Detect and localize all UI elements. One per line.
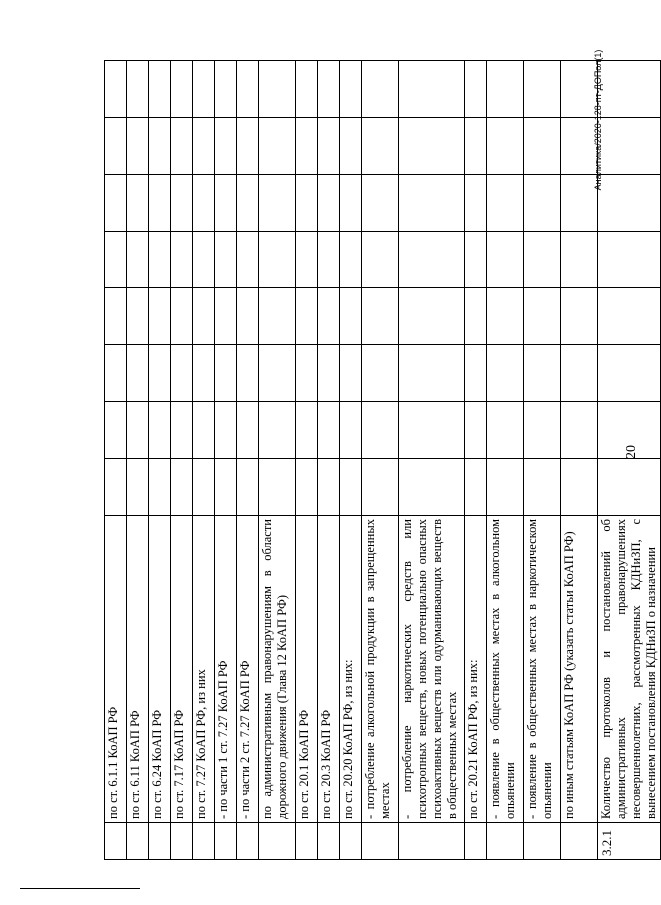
data-cell	[215, 117, 237, 174]
table-row	[598, 61, 661, 860]
data-cell	[193, 459, 215, 516]
data-cell	[598, 174, 661, 231]
data-cell	[340, 231, 362, 288]
data-cell	[598, 117, 661, 174]
row-number	[149, 823, 171, 860]
data-cell	[215, 402, 237, 459]
data-cell	[318, 61, 340, 118]
row-label: по иным статьям КоАП РФ (указать статьи КоАП РФ)	[561, 516, 598, 823]
data-cell	[399, 174, 465, 231]
table-row	[215, 61, 237, 860]
data-cell	[127, 345, 149, 402]
data-cell	[259, 345, 296, 402]
data-cell	[524, 459, 561, 516]
data-cell	[362, 402, 399, 459]
data-cell	[127, 288, 149, 345]
row-label: по ст. 20.20 КоАП РФ, из них:	[340, 516, 362, 823]
data-cell	[465, 288, 487, 345]
data-cell	[193, 402, 215, 459]
data-cell	[149, 345, 171, 402]
data-cell	[105, 61, 127, 118]
data-cell	[296, 402, 318, 459]
data-cell	[340, 117, 362, 174]
row-label: по ст. 20.3 КоАП РФ	[318, 516, 340, 823]
data-cell	[296, 231, 318, 288]
row-number	[561, 823, 598, 860]
data-cell	[598, 345, 661, 402]
data-cell	[340, 459, 362, 516]
data-cell	[487, 345, 524, 402]
data-cell	[399, 117, 465, 174]
data-cell	[149, 288, 171, 345]
data-cell	[318, 288, 340, 345]
data-cell	[259, 459, 296, 516]
row-label: по ст. 20.1 КоАП РФ	[296, 516, 318, 823]
data-cell	[318, 174, 340, 231]
row-label: - потребление наркотических средств или психотропных веществ, новых потенциально опасных психоактивных веществ или одурманивающих веществ в общественных местах	[399, 516, 465, 823]
data-cell	[296, 61, 318, 118]
data-cell	[215, 61, 237, 118]
data-cell	[215, 459, 237, 516]
data-cell	[127, 402, 149, 459]
table-row	[127, 61, 149, 860]
data-cell	[487, 174, 524, 231]
data-cell	[237, 402, 259, 459]
data-cell	[127, 231, 149, 288]
row-label: по ст. 7.27 КоАП РФ, из них	[193, 516, 215, 823]
data-cell	[524, 174, 561, 231]
row-label: по ст. 20.21 КоАП РФ, из них:	[465, 516, 487, 823]
row-number	[259, 823, 296, 860]
data-cell	[561, 61, 598, 118]
data-cell	[524, 402, 561, 459]
data-cell	[487, 61, 524, 118]
data-cell	[465, 174, 487, 231]
data-cell	[561, 402, 598, 459]
row-number	[487, 823, 524, 860]
data-cell	[193, 117, 215, 174]
data-cell	[149, 459, 171, 516]
data-cell	[193, 345, 215, 402]
data-cell	[259, 288, 296, 345]
data-cell	[171, 117, 193, 174]
data-cell	[561, 459, 598, 516]
data-cell	[149, 117, 171, 174]
data-cell	[362, 459, 399, 516]
data-cell	[105, 231, 127, 288]
data-cell	[259, 174, 296, 231]
data-cell	[598, 61, 661, 118]
data-cell	[171, 174, 193, 231]
data-cell	[524, 345, 561, 402]
offenses-table	[104, 60, 661, 860]
data-cell	[598, 459, 661, 516]
data-cell	[318, 231, 340, 288]
data-cell	[487, 288, 524, 345]
row-number	[318, 823, 340, 860]
row-label: по ст. 6.24 КоАП РФ	[149, 516, 171, 823]
data-cell	[105, 288, 127, 345]
row-number	[127, 823, 149, 860]
row-number	[105, 823, 127, 860]
data-cell	[215, 288, 237, 345]
data-cell	[296, 117, 318, 174]
data-cell	[561, 345, 598, 402]
data-cell	[171, 288, 193, 345]
data-cell	[561, 174, 598, 231]
data-cell	[105, 117, 127, 174]
data-cell	[318, 117, 340, 174]
row-number	[171, 823, 193, 860]
row-number	[465, 823, 487, 860]
data-cell	[362, 288, 399, 345]
data-cell	[465, 61, 487, 118]
data-cell	[259, 61, 296, 118]
table-row	[171, 61, 193, 860]
data-cell	[487, 231, 524, 288]
table-row	[149, 61, 171, 860]
data-cell	[259, 117, 296, 174]
data-cell	[340, 174, 362, 231]
data-cell	[127, 61, 149, 118]
data-cell	[237, 61, 259, 118]
data-cell	[561, 117, 598, 174]
data-cell	[171, 231, 193, 288]
data-cell	[215, 345, 237, 402]
row-number	[340, 823, 362, 860]
data-cell	[193, 61, 215, 118]
data-cell	[318, 459, 340, 516]
table-row	[362, 61, 399, 860]
data-cell	[487, 459, 524, 516]
data-cell	[237, 117, 259, 174]
data-cell	[127, 174, 149, 231]
row-number	[193, 823, 215, 860]
data-cell	[127, 117, 149, 174]
footer-line	[20, 888, 140, 889]
data-cell	[149, 61, 171, 118]
row-number	[362, 823, 399, 860]
data-cell	[524, 231, 561, 288]
data-cell	[105, 459, 127, 516]
table-row	[340, 61, 362, 860]
table-row	[524, 61, 561, 860]
data-cell	[362, 117, 399, 174]
data-cell	[340, 288, 362, 345]
data-cell	[296, 174, 318, 231]
row-label: по ст. 6.1.1 КоАП РФ	[105, 516, 127, 823]
data-cell	[237, 459, 259, 516]
data-cell	[193, 288, 215, 345]
row-number	[399, 823, 465, 860]
data-cell	[193, 231, 215, 288]
row-label: по ст. 7.17 КоАП РФ	[171, 516, 193, 823]
data-cell	[215, 174, 237, 231]
data-cell	[465, 231, 487, 288]
data-cell	[465, 459, 487, 516]
row-label: - по части 1 ст. 7.27 КоАП РФ	[215, 516, 237, 823]
data-cell	[598, 231, 661, 288]
row-label: по ст. 6.11 КоАП РФ	[127, 516, 149, 823]
table-row	[399, 61, 465, 860]
row-label: - появление в общественных местах в алкогольном опьянении	[487, 516, 524, 823]
row-label: - потребление алкогольной продукции в запрещенных местах	[362, 516, 399, 823]
data-cell	[171, 459, 193, 516]
data-cell	[465, 117, 487, 174]
data-cell	[362, 345, 399, 402]
data-cell	[237, 288, 259, 345]
table-row	[487, 61, 524, 860]
data-cell	[465, 345, 487, 402]
data-cell	[237, 174, 259, 231]
table-row	[105, 61, 127, 860]
row-label: по административным правонарушениям в области дорожного движения (Глава 12 КоАП РФ)	[259, 516, 296, 823]
data-cell	[171, 345, 193, 402]
data-cell	[399, 288, 465, 345]
row-number	[237, 823, 259, 860]
data-cell	[259, 231, 296, 288]
data-cell	[171, 402, 193, 459]
data-cell	[487, 117, 524, 174]
document-code: Аналитика/2020-128-пт-ДОПол(1)	[593, 49, 603, 191]
data-cell	[524, 117, 561, 174]
data-cell	[399, 61, 465, 118]
data-cell	[149, 402, 171, 459]
data-cell	[399, 231, 465, 288]
data-cell	[259, 402, 296, 459]
data-cell	[105, 174, 127, 231]
data-cell	[237, 345, 259, 402]
data-cell	[524, 288, 561, 345]
data-cell	[340, 402, 362, 459]
row-label: - появление в общественных местах в наркотическом опьянении	[524, 516, 561, 823]
data-cell	[465, 402, 487, 459]
data-cell	[193, 174, 215, 231]
row-number: 3.2.1	[598, 823, 661, 860]
table-row	[237, 61, 259, 860]
data-cell	[237, 231, 259, 288]
data-cell	[340, 61, 362, 118]
table-row	[465, 61, 487, 860]
row-number	[296, 823, 318, 860]
data-cell	[127, 459, 149, 516]
data-cell	[524, 61, 561, 118]
table-row	[561, 61, 598, 860]
data-cell	[318, 345, 340, 402]
data-cell	[598, 288, 661, 345]
data-cell	[296, 459, 318, 516]
data-cell	[399, 345, 465, 402]
data-cell	[399, 402, 465, 459]
data-cell	[399, 459, 465, 516]
data-cell	[362, 61, 399, 118]
data-cell	[296, 288, 318, 345]
data-cell	[105, 402, 127, 459]
table-row	[193, 61, 215, 860]
table-row	[259, 61, 296, 860]
data-cell	[296, 345, 318, 402]
data-cell	[561, 288, 598, 345]
table-row	[318, 61, 340, 860]
data-cell	[149, 174, 171, 231]
data-cell	[362, 174, 399, 231]
data-cell	[105, 345, 127, 402]
table-row	[296, 61, 318, 860]
row-label: Количество протоколов и постановлений об административных правонарушениях несовершеннолетних, рассмотренных КДНиЗП, с вынесением постановления КДНиЗП о назначении	[598, 516, 661, 823]
data-cell	[149, 231, 171, 288]
row-label: - по части 2 ст. 7.27 КоАП РФ	[237, 516, 259, 823]
data-cell	[561, 231, 598, 288]
row-number	[524, 823, 561, 860]
row-number	[215, 823, 237, 860]
data-cell	[318, 402, 340, 459]
data-cell	[598, 402, 661, 459]
data-cell	[171, 61, 193, 118]
data-cell	[362, 231, 399, 288]
data-cell	[215, 231, 237, 288]
data-cell	[487, 402, 524, 459]
page-number: 20	[624, 445, 639, 459]
data-cell	[340, 345, 362, 402]
